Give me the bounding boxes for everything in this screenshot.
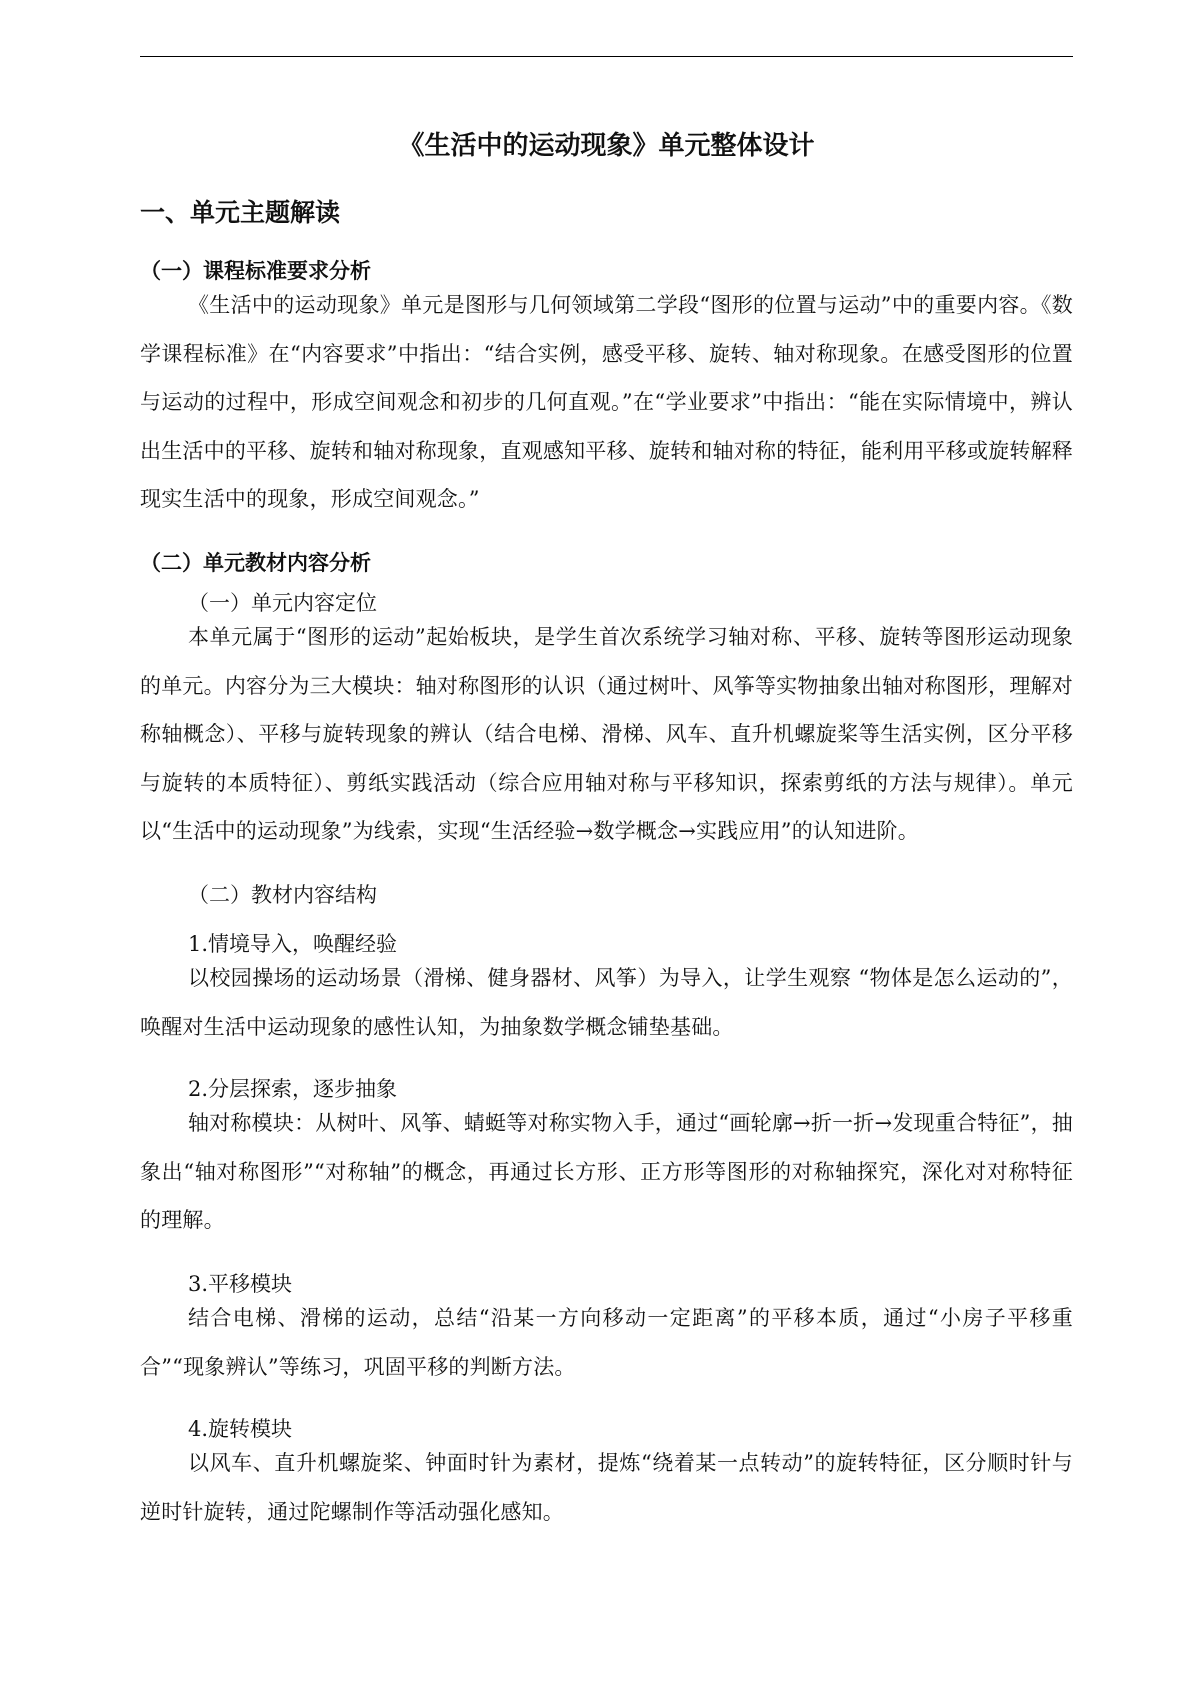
- item-heading-1: 1.情境导入，唤醒经验: [188, 932, 398, 956]
- document-title: 《生活中的运动现象》单元整体设计: [398, 131, 815, 161]
- section-heading-unit-theme: 一、单元主题解读: [140, 198, 341, 227]
- paragraph-content-positioning: 本单元属于“图形的运动”起始板块，是学生首次系统学习轴对称、平移、旋转等图形运动现象的单元。内容分为三大模块：轴对称图形的认识（通过树叶、风筝等实物抽象出轴对称图形，理解对称轴概念）、平移与旋转现象的辨认（结合电梯、滑梯、风车、直升机螺旋桨等生活实例，区分平移与旋转的本质特征）、剪纸实践活动（综合应用轴对称与平移知识，探索剪纸的方法与规律）。单元以“生活中的运动现象”为线索，实现“生活经验→数学概念→实践应用”的认知进阶。: [140, 625, 1073, 844]
- item-heading-2: 2.分层探索，逐步抽象: [188, 1077, 398, 1101]
- paragraph-item-2: 轴对称模块：从树叶、风筝、蜻蜓等对称实物入手，通过“画轮廓→折一折→发现重合特征”，抽象出“轴对称图形”“对称轴”的概念，再通过长方形、正方形等图形的对称轴探究，深化对对称特征的理解。: [140, 1111, 1073, 1233]
- part-heading-content-positioning: （一）单元内容定位: [188, 591, 377, 615]
- item-heading-3: 3.平移模块: [188, 1272, 293, 1296]
- subsection-heading-textbook-analysis: （二）单元教材内容分析: [140, 551, 371, 575]
- part-heading-content-structure: （二）教材内容结构: [188, 883, 377, 907]
- paragraph-item-1: 以校园操场的运动场景（滑梯、健身器材、风筝）为导入，让学生观察 “物体是怎么运动的”，唤醒对生活中运动现象的感性认知，为抽象数学概念铺垫基础。: [140, 966, 1073, 1039]
- header-rule: [140, 56, 1073, 57]
- subsection-heading-curriculum-standard: （一）课程标准要求分析: [140, 259, 371, 283]
- paragraph-item-4: 以风车、直升机螺旋桨、钟面时针为素材，提炼“绕着某一点转动”的旋转特征，区分顺时针与逆时针旋转，通过陀螺制作等活动强化感知。: [140, 1451, 1073, 1524]
- paragraph-curriculum-standard: 《生活中的运动现象》单元是图形与几何领域第二学段“图形的位置与运动”中的重要内容。《数学课程标准》在“内容要求”中指出：“结合实例，感受平移、旋转、轴对称现象。在感受图形的位置与运动的过程中，形成空间观念和初步的几何直观。”在“学业要求”中指出：“能在实际情境中，辨认出生活中的平移、旋转和轴对称现象，直观感知平移、旋转和轴对称的特征，能利用平移或旋转解释现实生活中的现象，形成空间观念。”: [140, 293, 1073, 512]
- item-heading-4: 4.旋转模块: [188, 1417, 293, 1441]
- paragraph-item-3: 结合电梯、滑梯的运动，总结“沿某一方向移动一定距离”的平移本质，通过“小房子平移重合”“现象辨认”等练习，巩固平移的判断方法。: [140, 1306, 1073, 1379]
